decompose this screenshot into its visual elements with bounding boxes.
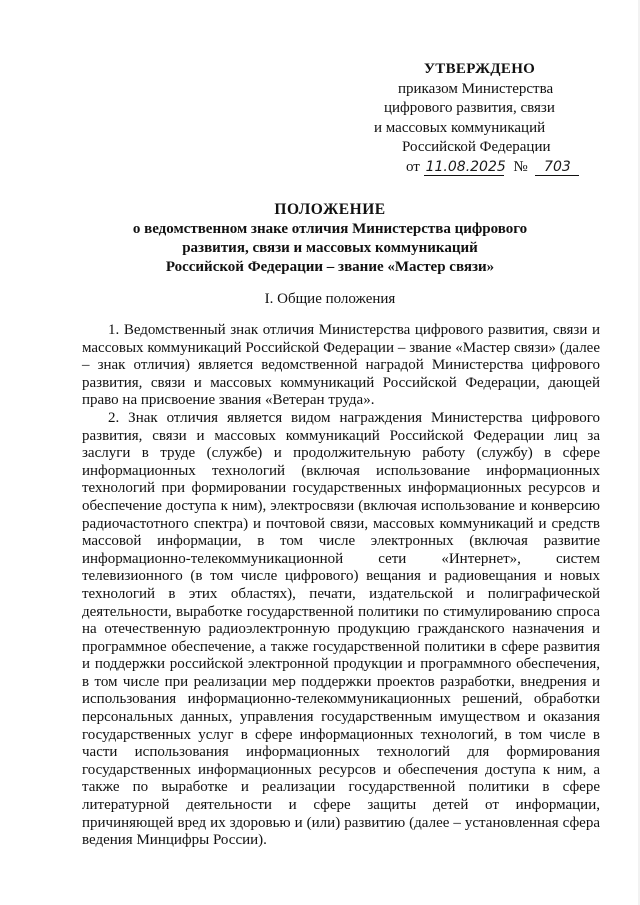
document-title-block	[60, 200, 600, 277]
approval-date-prefix: от	[406, 158, 420, 175]
document-body	[82, 322, 600, 850]
approval-number-handwritten: 703	[535, 159, 579, 176]
document-subtitle-line-2: развития, связи и массовых коммуникаций	[182, 240, 478, 256]
approval-line-federation: Российской Федерации	[402, 139, 551, 155]
document-subtitle-line-3: Российской Федерации – звание «Мастер связи»	[165, 259, 495, 275]
paragraph-2: 2. Знак отличия является видом награждения Министерства цифрового развития, связи и массовых коммуникаций Российской Федерации лиц за заслуги в труде (службе) и продолжительную работу (службу) в сфере информационных технологий (включая использование информационных технологий при формировании государственных информационных ресурсов и обеспечение доступа к ним), электросвязи (включая использование и конверсию радиочастотного спектра) и почтовой связи, массовых коммуникаций и средств массовой информации, в том числе электронных (включая развитие информационно-телекоммуникационной сети «Интернет», систем телевизионного (в том числе цифрового) вещания и радиовещания и новых технологий в этих областях), печати, издательской и полиграфической деятельности, выработке государственной политики по стимулированию спроса на отечественную радиоэлектронную продукцию гражданского назначения и программное обеспечение, а также государственной политики в сфере развития и поддержки российской электронной продукции и программного обеспечения, в том числе при реализации мер поддержки проектов разработки, внедрения и использования информационно-телекоммуникационных решений, обработки персональных данных, управления государственным имуществом и оказания государственных услуг в сфере информационных технологий, в том числе в части использования информационных технологий для формирования государственных информационных ресурсов и обеспечения доступа к ним, а также по выработке и реализации государственной политики в сфере литературной деятельности и сфере защиты детей от информации, причиняющей вред их здоровью и (или) развитию (далее – установленная сфера ведения Минцифры России).	[82, 409, 600, 849]
approval-date-row	[406, 158, 584, 178]
document-subtitle-line-1: о ведомственном знаке отличия Министерства цифрового	[132, 221, 528, 237]
approval-line-ministry: цифрового развития, связи	[384, 100, 555, 116]
approval-title: УТВЕРЖДЕНО	[424, 61, 536, 77]
approval-number-label: №	[513, 158, 528, 175]
section-heading: I. Общие положения	[264, 291, 396, 307]
approval-line-communications: и массовых коммуникаций	[374, 119, 546, 136]
approval-date-handwritten: 11.08.2025	[425, 158, 506, 175]
document-title: ПОЛОЖЕНИЕ	[274, 201, 386, 218]
paragraph-1: 1. Ведомственный знак отличия Министерства цифрового развития, связи и массовых коммуникаций Российской Федерации – звание «Мастер связи» (далее – знак отличия) является ведомственной наградой Министерства цифрового развития, связи и массовых коммуникаций Российской Федерации, дающей право на присвоение звания «Ветеран труда».	[82, 322, 600, 409]
approval-stamp-block	[374, 60, 584, 177]
approval-line-order: приказом Министерства	[398, 80, 554, 97]
